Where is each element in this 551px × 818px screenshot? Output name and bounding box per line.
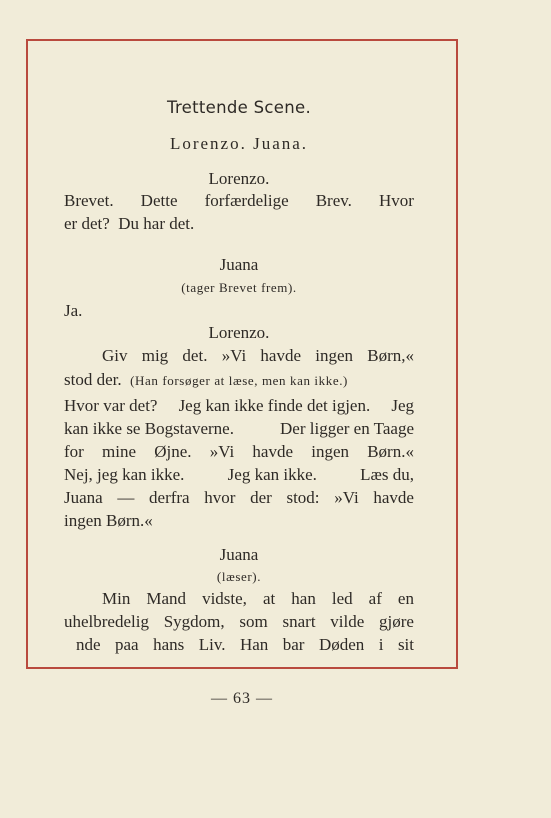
- text-line: Ja.: [64, 301, 83, 320]
- text-line: nde paa hans Liv. Han bar Døden i sit: [76, 635, 414, 654]
- speaker-name: Juana: [219, 545, 259, 564]
- text-line: Juana — derfra hvor der stod: »Vi havde: [64, 488, 414, 507]
- character-list: Lorenzo. Juana.: [169, 134, 309, 153]
- text-line: Giv mig det. »Vi havde ingen Børn,«: [102, 346, 414, 365]
- text-line: Min Mand vidste, at han led af en: [102, 589, 414, 608]
- text-line: ingen Børn.«: [64, 511, 153, 530]
- text-line: Brevet. Dette forfærdelige Brev. Hvor: [64, 191, 414, 210]
- text-line: Hvor var det? Jeg kan ikke finde det igjen. Jeg: [64, 396, 414, 415]
- speaker-name: Lorenzo.: [208, 169, 270, 188]
- text-line: Nej, jeg kan ikke. Jeg kan ikke. Læs du,: [64, 465, 414, 484]
- stage-direction: (Han forsøger at læse, men kan ikke.): [130, 373, 348, 388]
- stage-direction: (tager Brevet frem).: [181, 280, 297, 295]
- speaker-name: Lorenzo.: [208, 323, 270, 342]
- scene-title: Trettende Scene.: [167, 98, 311, 117]
- text-line: for mine Øjne. »Vi havde ingen Børn.«: [64, 442, 414, 461]
- page-number: — 63 —: [211, 690, 273, 707]
- text-line: kan ikke se Bogstaverne. Der ligger en Taage: [64, 419, 414, 438]
- stage-direction: (læser).: [216, 569, 262, 584]
- speaker-name: Juana: [219, 255, 259, 274]
- text-line: uhelbredelig Sygdom, som snart vilde gjøre: [64, 612, 414, 631]
- text-line: er det? Du har det.: [64, 214, 195, 233]
- text-line: stod der. (Han forsøger at læse, men kan ikke.): [64, 370, 348, 389]
